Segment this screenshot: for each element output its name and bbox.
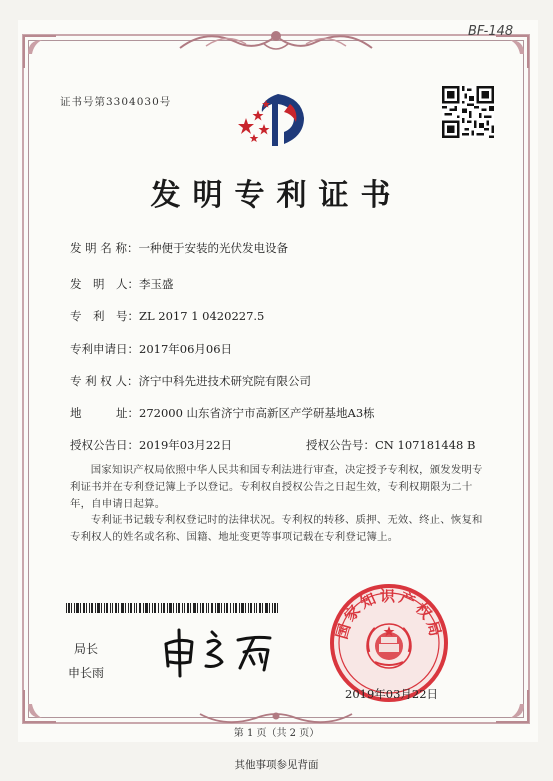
field-value: 一种便于安装的光伏发电设备 bbox=[138, 241, 288, 255]
statement-paragraph-1: 国家知识产权局依照中华人民共和国专利法进行审查，决定授予专利权，颁发发明专利证书并在专利登记簿上予以登记。专利权自授权公告之日起生效，专利权期限为二十年，自申请日起算。 bbox=[70, 464, 483, 510]
corner-ornament-top-left bbox=[22, 34, 58, 70]
field-patentee bbox=[70, 373, 311, 389]
corner-ornament-bottom-left bbox=[22, 688, 58, 724]
field-value: 济宁中科先进技术研究院有限公司 bbox=[138, 374, 311, 388]
field-value: 李玉盛 bbox=[139, 277, 174, 291]
cnipa-logo-icon bbox=[232, 88, 322, 150]
field-label: 专 利 号： bbox=[70, 309, 139, 323]
qr-code-icon bbox=[442, 86, 494, 138]
field-value: 2017年06月06日 bbox=[139, 342, 233, 356]
director-signature bbox=[158, 622, 288, 678]
field-address bbox=[70, 405, 375, 421]
field-inventor bbox=[70, 276, 174, 292]
field-patent-number bbox=[70, 308, 264, 324]
field-label: 授权公告日： bbox=[70, 438, 139, 452]
field-label: 发 明 人： bbox=[70, 277, 139, 291]
page-number: 第 1 页（共 2 页） bbox=[233, 728, 320, 739]
seal-text: 国家知识产权局 bbox=[332, 586, 446, 642]
field-value: CN 107181448 B bbox=[375, 438, 476, 452]
footer-note: 其他事项参见背面 bbox=[234, 759, 319, 771]
field-label: 授权公告号： bbox=[306, 438, 375, 452]
director-title: 局长 bbox=[74, 642, 99, 656]
handwritten-note: BF-148 bbox=[468, 24, 514, 39]
field-label: 专 利 权 人： bbox=[70, 374, 139, 388]
director-name: 申长雨 bbox=[68, 666, 105, 680]
field-announcement-date bbox=[70, 437, 232, 453]
statement-paragraph-2: 专利证书记载专利权登记时的法律状况。专利权的转移、质押、无效、终止、恢复和专利权人的姓名或名称、国籍、地址变更等事项记载在专利登记簿上。 bbox=[70, 514, 483, 543]
top-ornament bbox=[176, 22, 376, 58]
field-invention-name bbox=[70, 240, 288, 256]
field-value: 272000 山东省济宁市高新区产学研基地A3栋 bbox=[139, 406, 375, 420]
field-value: 2019年03月22日 bbox=[139, 438, 233, 452]
field-label: 发 明 名 称： bbox=[70, 241, 139, 255]
corner-ornament-bottom-right bbox=[494, 688, 530, 724]
barcode-icon bbox=[66, 603, 278, 613]
certificate-number: 证书号第3304030号 bbox=[60, 96, 172, 108]
corner-ornament-top-right bbox=[494, 34, 530, 70]
field-label: 地 址： bbox=[70, 406, 139, 420]
field-value: ZL 2017 1 0420227.5 bbox=[139, 309, 265, 323]
seal-date: 2019年03月22日 bbox=[345, 687, 439, 701]
page-title: 发明专利证书 bbox=[150, 178, 403, 213]
field-application-date bbox=[70, 341, 232, 357]
field-announcement-number bbox=[306, 437, 475, 453]
field-label: 专利申请日： bbox=[70, 342, 139, 356]
